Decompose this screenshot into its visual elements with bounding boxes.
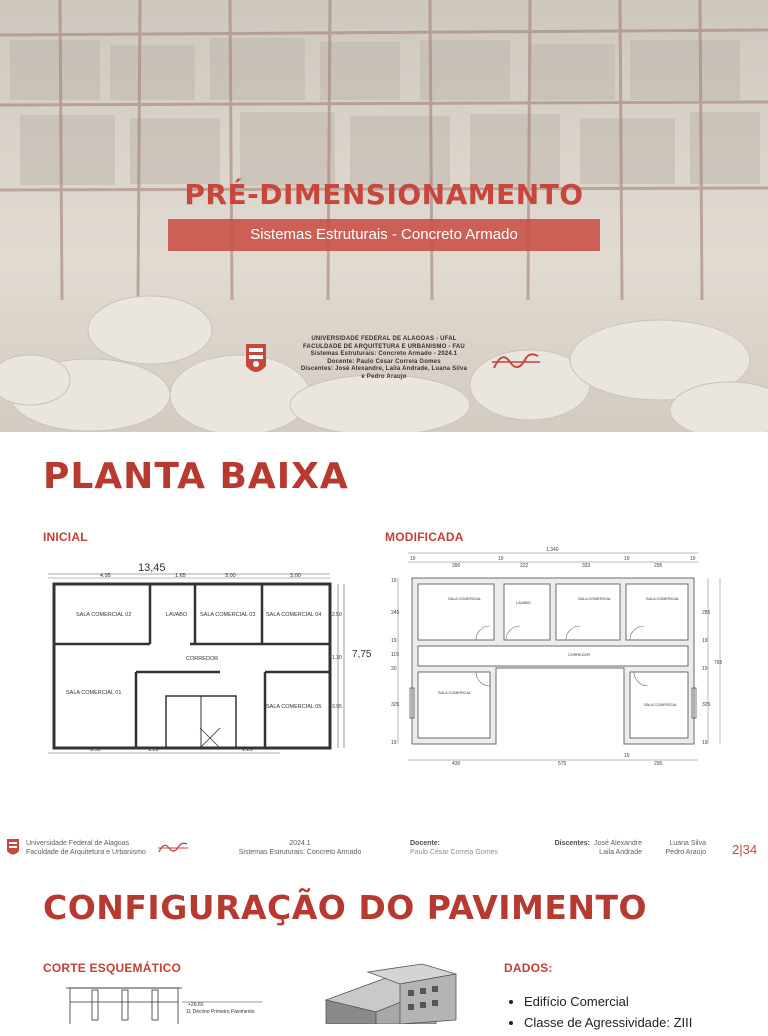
dados-item: • Classe de Agressividade: ZIII <box>524 1015 764 1030</box>
dim-total-width: 13,45 <box>138 562 166 574</box>
page-number: 2|34 <box>732 842 758 857</box>
dim-bottom: 1.25 <box>242 747 253 753</box>
corte-level: +26.60 <box>188 1002 204 1008</box>
dim-total-top: 1.340 <box>546 547 559 553</box>
dim-bottom-b: 430 <box>452 761 461 767</box>
building-3d-model <box>296 960 476 1024</box>
dim-top: 1.65 <box>175 573 186 579</box>
dim-top-a: 19 <box>624 556 630 562</box>
dim-top: 3.00 <box>225 573 236 579</box>
dados-item: • Edifício Comercial <box>524 994 764 1009</box>
dim-left: 325 <box>391 702 400 708</box>
footer-uni-line: Universidade Federal de Alagoas <box>26 840 130 847</box>
fau-logo-icon <box>158 840 188 856</box>
room-label: LAVABO <box>516 601 531 605</box>
room-label: SALA COMERCIAL <box>644 703 678 707</box>
corte-label: CORTE ESQUEMÁTICO <box>43 961 182 975</box>
dim-top: 3.00 <box>290 573 301 579</box>
dim-right: 19 <box>702 740 708 746</box>
room-label: SALA COMERCIAL <box>578 597 612 601</box>
footer-discentes-label: Discentes: <box>554 840 590 847</box>
room-label: SALA COMERCIAL 01 <box>66 690 122 696</box>
inicial-label: INICIAL <box>43 530 88 544</box>
dim-bottom: 3.90 <box>90 747 101 753</box>
planta-title: PLANTA BAIXA <box>43 456 349 497</box>
footer-discente: Luana Silva <box>669 840 706 847</box>
dim-top: 4.95 <box>100 573 111 579</box>
dim-left: 19 <box>391 638 397 644</box>
ufal-crest-icon <box>6 838 20 858</box>
credit-line: e Pedro Araujo <box>361 373 407 380</box>
dim-left: 19 <box>391 578 397 584</box>
page-footer <box>0 828 768 864</box>
footer-discente: Laila Andrade <box>599 848 642 856</box>
dados-list <box>512 994 764 1036</box>
footer-docente-label: Docente: <box>410 840 440 847</box>
room-label: CORREDOR <box>186 656 219 662</box>
dim-right: 2.50 <box>332 612 342 618</box>
dim-left: 20 <box>391 666 397 672</box>
dim-top-a: 19 <box>410 556 416 562</box>
footer-course-line: 2024.1 <box>289 840 311 847</box>
footer-uni-line: Faculdade de Arquitetura e Urbanismo <box>26 848 146 856</box>
footer-discente: José Alexandre <box>594 840 642 847</box>
dim-bottom-a: 19 <box>624 753 630 759</box>
dados-label: DADOS: <box>504 961 553 975</box>
room-label: SALA COMERCIAL <box>646 597 680 601</box>
credit-line: FACULDADE DE ARQUITETURA E URBANISMO - FAU <box>303 343 465 350</box>
planta-inicial-drawing <box>40 556 380 758</box>
room-label: SALA COMERCIAL 03 <box>200 612 256 618</box>
fau-logo-icon <box>492 348 540 374</box>
footer-docente-name: Paulo César Correia Gomes <box>410 848 498 856</box>
dim-top-b: 295 <box>654 563 663 569</box>
room-label: SALA COMERCIAL 04 <box>266 612 322 618</box>
credit-line: Docente: Paulo César Correia Gomes <box>327 358 441 365</box>
dim-right: 19 <box>702 638 708 644</box>
ufal-crest-icon <box>244 342 268 378</box>
dim-right: 285 <box>702 610 711 616</box>
cover-credits <box>282 336 486 382</box>
dim-top-a: 19 <box>690 556 696 562</box>
room-label: LAVABO <box>166 612 188 618</box>
dim-bottom-b: 295 <box>654 761 663 767</box>
dim-left: 19 <box>391 740 397 746</box>
planta-modificada-drawing <box>378 544 730 770</box>
room-label: CORREDOR <box>568 653 591 657</box>
corte-floor: 11 Décimo Primeiro Pavimento <box>186 1009 255 1015</box>
room-label: SALA COMERCIAL 02 <box>76 612 132 618</box>
cover-title: PRÉ-DIMENSIONAMENTO <box>184 178 584 211</box>
dim-left: 115 <box>391 652 399 658</box>
room-label: SALA COMERCIAL <box>438 691 472 695</box>
dim-bottom: 1.20 <box>148 747 159 753</box>
room-label: SALA COMERCIAL <box>448 597 482 601</box>
dim-top-b: 333 <box>582 563 591 569</box>
cover-subtitle: Sistemas Estruturais - Concreto Armado <box>168 219 600 251</box>
dim-top-b: 390 <box>452 563 461 569</box>
dim-top-b: 222 <box>520 563 529 569</box>
dim-right: 765 <box>714 660 723 666</box>
corte-esquematico-drawing <box>62 980 262 1024</box>
credit-line: UNIVERSIDADE FEDERAL DE ALAGOAS - UFAL <box>311 336 457 342</box>
modificada-label: MODIFICADA <box>385 530 464 544</box>
dim-right: 19 <box>702 666 708 672</box>
dim-right: 3.95 <box>332 704 342 710</box>
dim-left: 245 <box>391 610 400 616</box>
credit-line: Sistemas Estruturais: Concreto Armado - 2024.1 <box>310 351 458 358</box>
footer-course-line: Sistemas Estruturais: Concreto Armado <box>238 848 362 856</box>
dim-right: 325 <box>702 702 711 708</box>
dim-total-height: 7,75 <box>352 649 372 660</box>
dim-top-a: 19 <box>498 556 504 562</box>
dim-bottom-b: 575 <box>558 761 567 767</box>
config-title: CONFIGURAÇÃO DO PAVIMENTO <box>43 888 648 927</box>
dim-right: 1.30 <box>332 655 342 661</box>
credit-line: Discentes: José Alexandre, Laila Andrade, Luana Silva <box>300 366 468 373</box>
footer-discente: Pedro Araujo <box>665 848 706 856</box>
cover-banner <box>0 0 768 432</box>
room-label: SALA COMERCIAL 05 <box>266 704 322 710</box>
